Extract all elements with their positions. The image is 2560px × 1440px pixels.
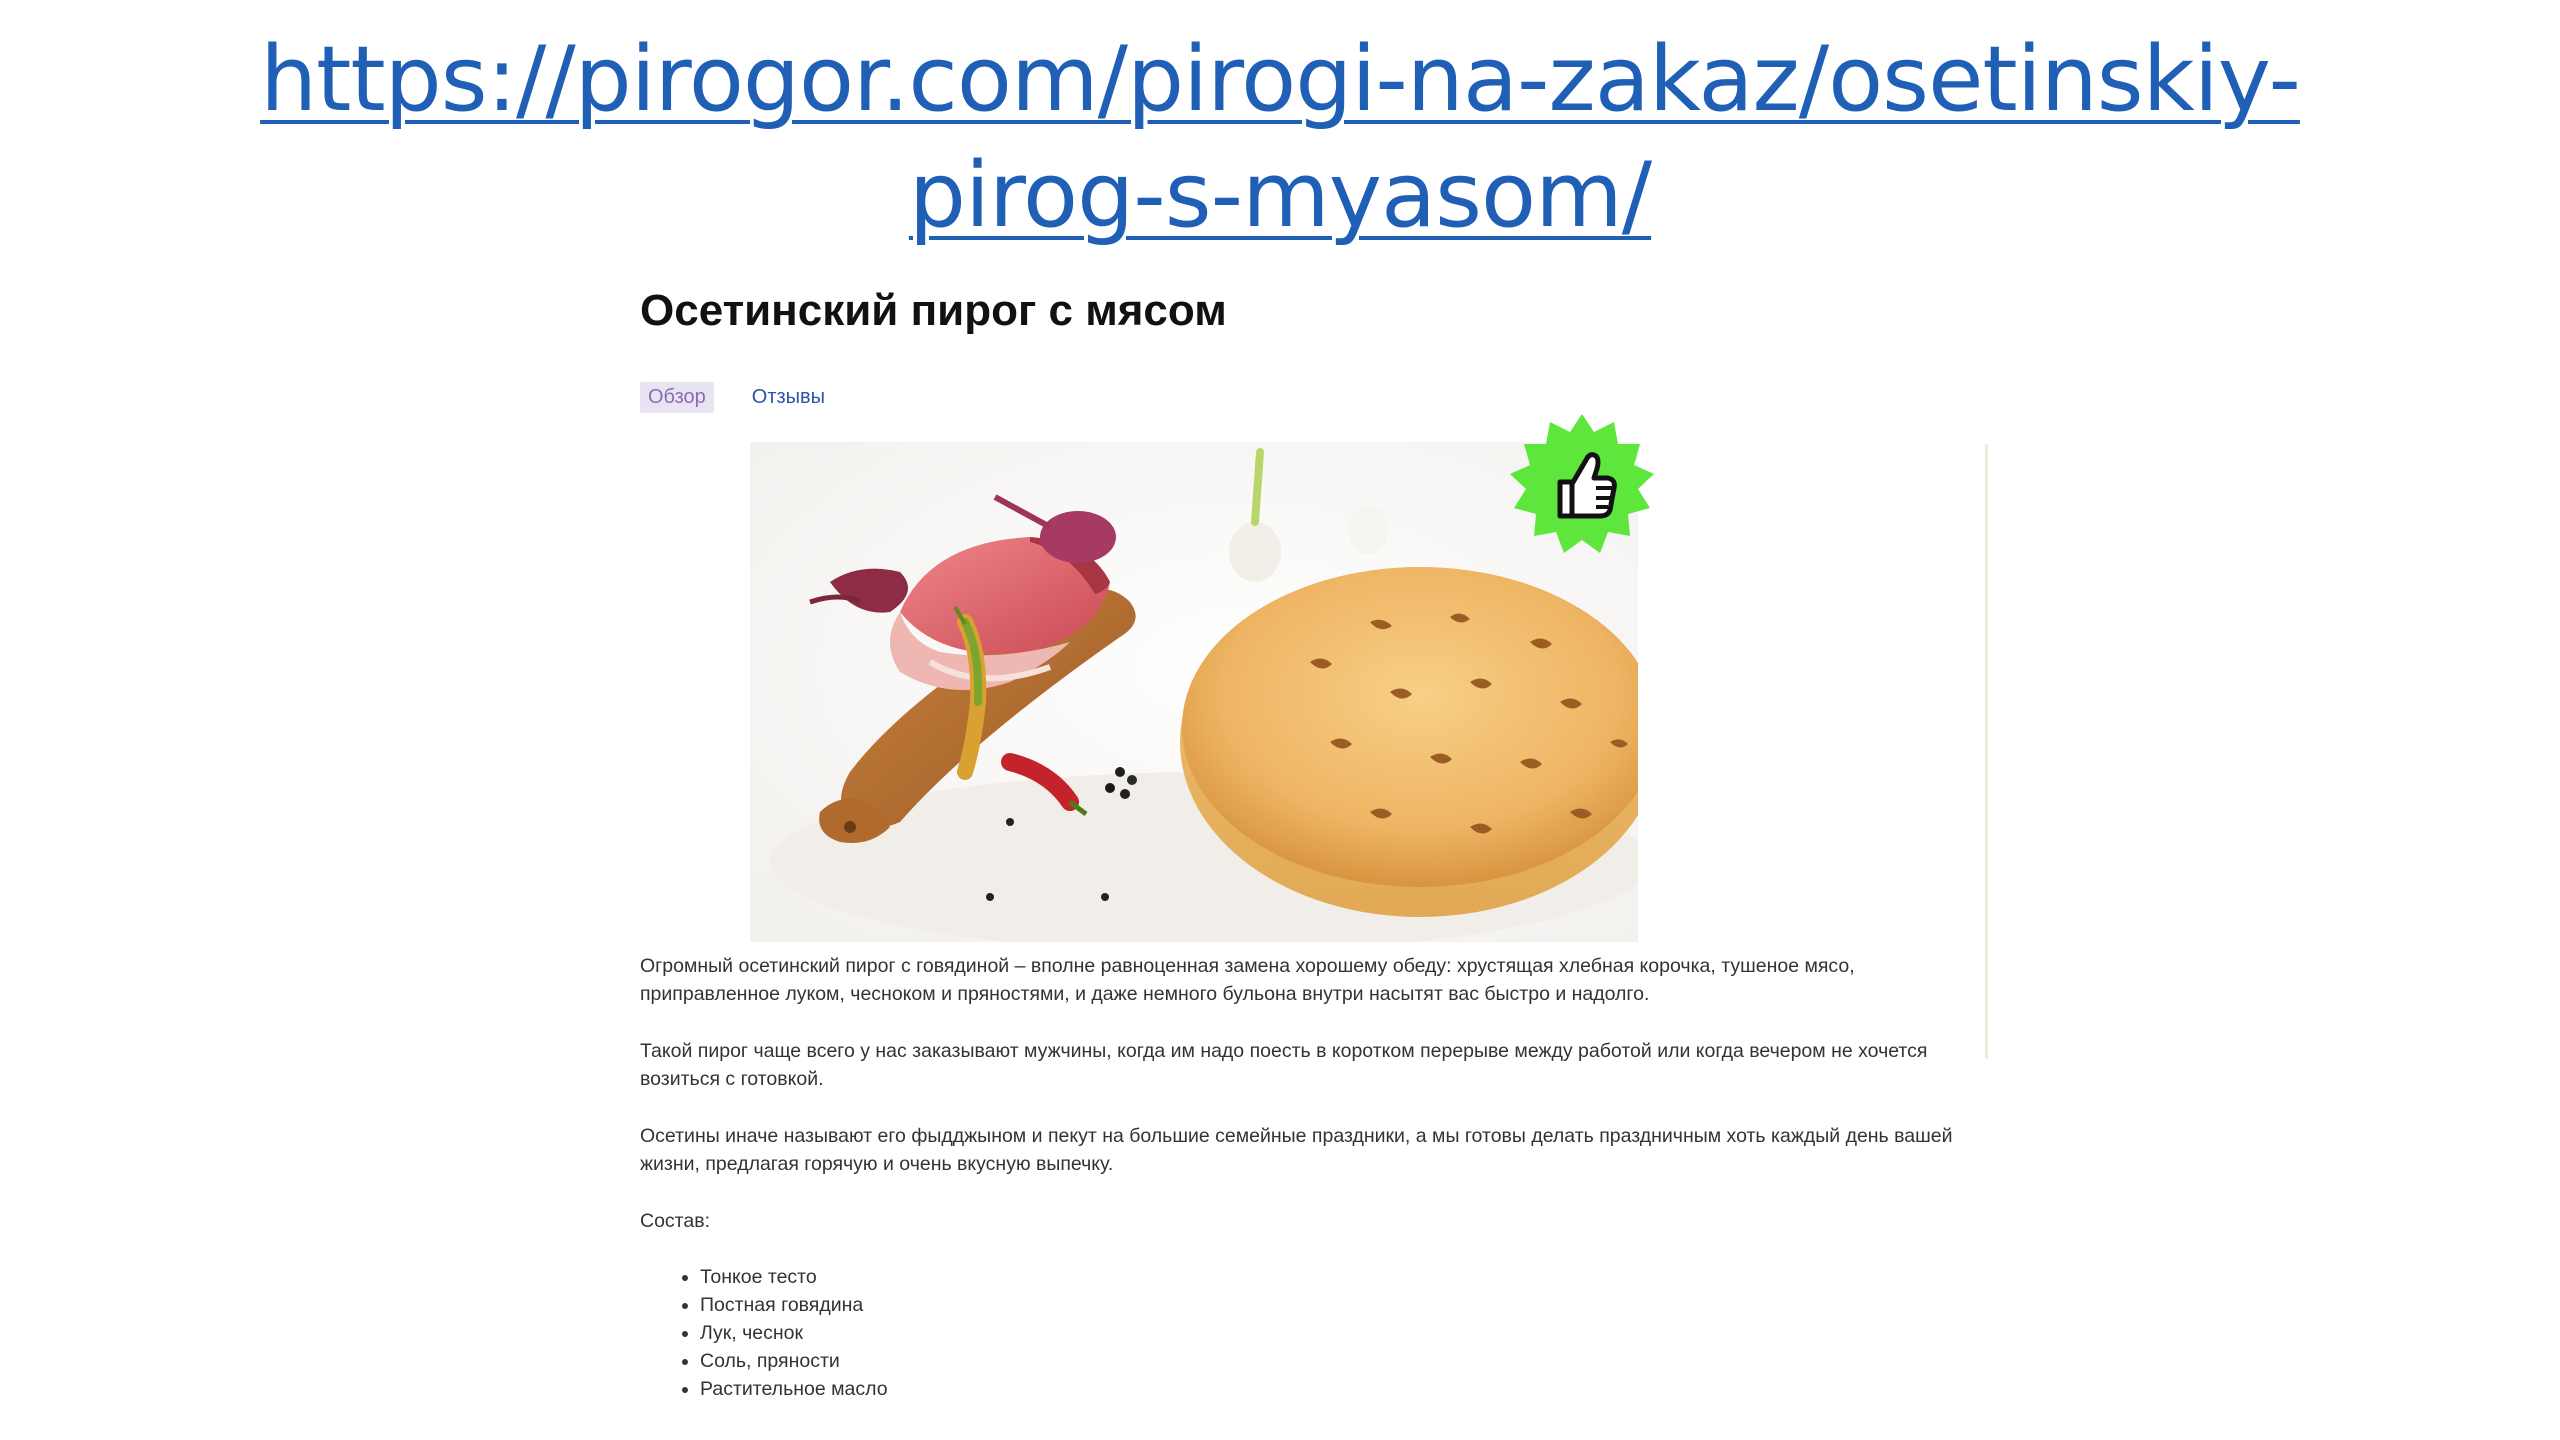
- recommended-badge: [1508, 412, 1656, 560]
- website-screenshot: [640, 272, 2000, 1440]
- product-description: [640, 952, 1960, 1403]
- description-paragraph-1: Огромный осетинский пирог с говядиной – вполне равноценная замена хорошему обеду: хрустящая хлебная корочка, тушеное мясо, приправленное луком, чесноком и пряностями, и даже немного бульона внутри насытят вас быстро и надолго.: [640, 955, 1855, 1005]
- ingredient-item: • Лук, чеснок: [700, 1319, 1960, 1347]
- product-tabs: [640, 380, 833, 414]
- tab-reviews[interactable]: Отзывы: [751, 385, 826, 408]
- page-url-line-2[interactable]: pirog-s-myasom/: [908, 143, 1652, 248]
- page-url-link[interactable]: [0, 22, 2560, 254]
- ingredient-item: • Тонкое тесто: [700, 1263, 1960, 1291]
- description-paragraph-3: Осетины иначе называют его фыдджыном и пекут на большие семейные праздники, а мы готовы делать праздничным хоть каждый день вашей жизни, предлагая горячую и очень вкусную выпечку.: [640, 1125, 1953, 1175]
- page-url-line-1[interactable]: https://pirogor.com/pirogi-na-zakaz/osetinskiy-: [260, 27, 2300, 132]
- tab-overview[interactable]: Обзор: [640, 382, 714, 413]
- description-paragraph-2: Такой пирог чаще всего у нас заказывают мужчины, когда им надо поесть в коротком перерыве между работой или когда вечером не хочется возиться с готовкой.: [640, 1040, 1928, 1090]
- ingredient-item: • Постная говядина: [700, 1291, 1960, 1319]
- product-title: Осетинский пирог с мясом: [640, 286, 1227, 335]
- ingredient-item: • Соль, пряности: [700, 1347, 1960, 1375]
- ingredient-item: • Растительное масло: [700, 1375, 1960, 1403]
- ingredients-list: [640, 1263, 1960, 1403]
- composition-label: Состав:: [640, 1210, 711, 1232]
- thumbs-up-icon: [1508, 412, 1656, 560]
- column-divider: [1985, 444, 1988, 1059]
